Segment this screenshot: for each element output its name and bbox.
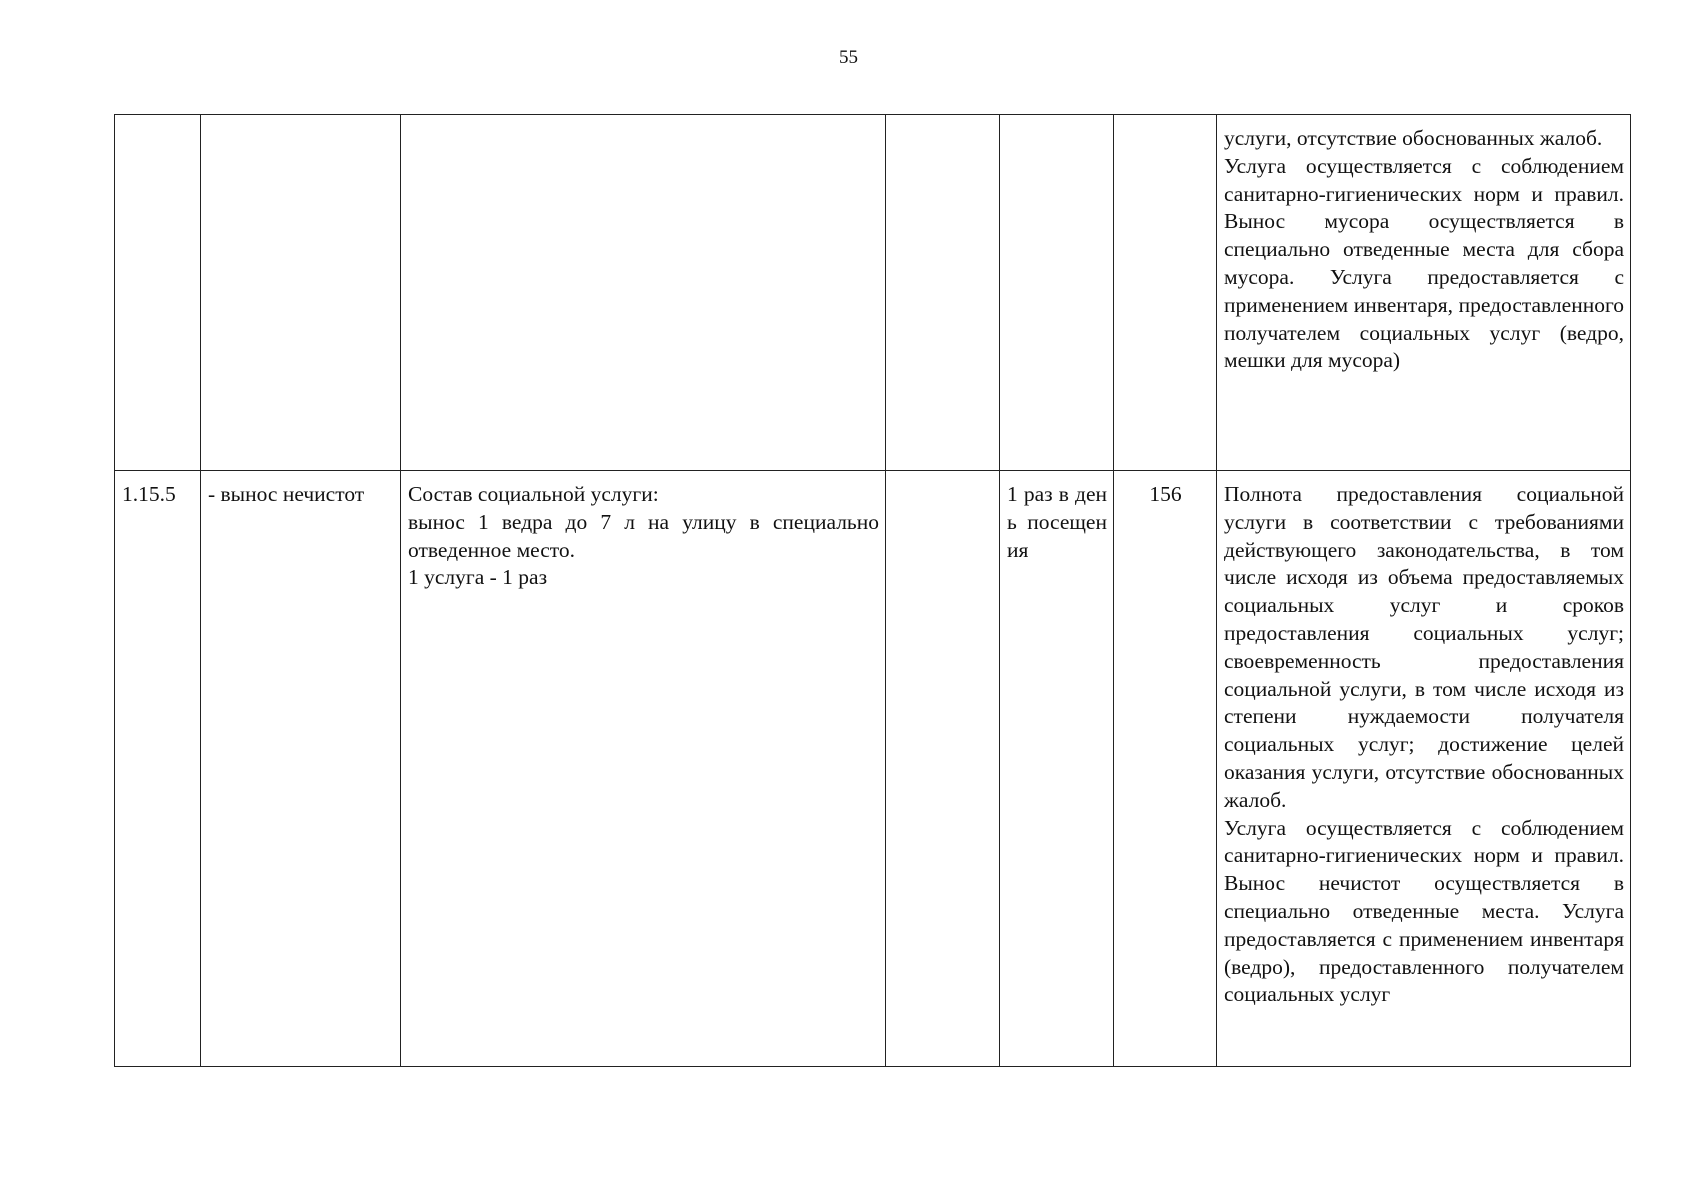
table-row-continuation [115, 115, 1631, 471]
composition-line: 1 услуга - 1 раз [408, 565, 548, 590]
requirements-paragraph: Услуга осуществляется с соблюдением санитарно-гигиенических норм и правил. Вынос мусора осуществляется в специально отведенные места для сбора мусора. Услуга предоставляется с применением инвентаря, предоставленного получателем социальных услуг (ведро, мешки для мусора) [1224, 153, 1624, 373]
cell-requirements [1217, 115, 1631, 471]
cell-name: - вынос нечистот [201, 471, 401, 1067]
cell-unit [886, 471, 1000, 1067]
cell-frequency: 1 раз в день посещения [1000, 471, 1114, 1067]
services-table [114, 114, 1631, 1067]
page-number: 55 [839, 47, 858, 68]
cell-composition [401, 471, 886, 1067]
cell-price [1114, 115, 1217, 471]
cell-frequency [1000, 115, 1114, 471]
composition-line: вынос 1 ведра до 7 л на улицу в специально отведенное место. [408, 509, 879, 562]
requirements-paragraph: услуги, отсутствие обоснованных жалоб. [1224, 126, 1603, 150]
cell-code [115, 115, 201, 471]
cell-name [201, 115, 401, 471]
cell-requirements [1217, 471, 1631, 1067]
composition-line: Состав социальной услуги: [408, 482, 659, 506]
requirements-paragraph: Услуга осуществляется с соблюдением санитарно-гигиенических норм и правил. Вынос нечистот осуществляется в специально отведенные места. Услуга предоставляется с применением инвентаря (ведро), предоставленного получателем социальных услуг [1224, 815, 1624, 1007]
cell-code: 1.15.5 [115, 471, 201, 1067]
table-row-1-15-5 [115, 471, 1631, 1067]
cell-composition [401, 115, 886, 471]
requirements-paragraph: Полнота предоставления социальной услуги в соответствии с требованиями действующего законодательства, в том числе исходя из объема предоставляемых социальных услуг и сроков предоставления социальных услуг; своевременность предоставления социальной услуги, в том числе исходя из степени нуждаемости получателя социальных услуг; достижение целей оказания услуги, отсутствие обоснованных жалоб. [1224, 482, 1624, 812]
cell-unit [886, 115, 1000, 471]
cell-price: 156 [1114, 471, 1217, 1067]
